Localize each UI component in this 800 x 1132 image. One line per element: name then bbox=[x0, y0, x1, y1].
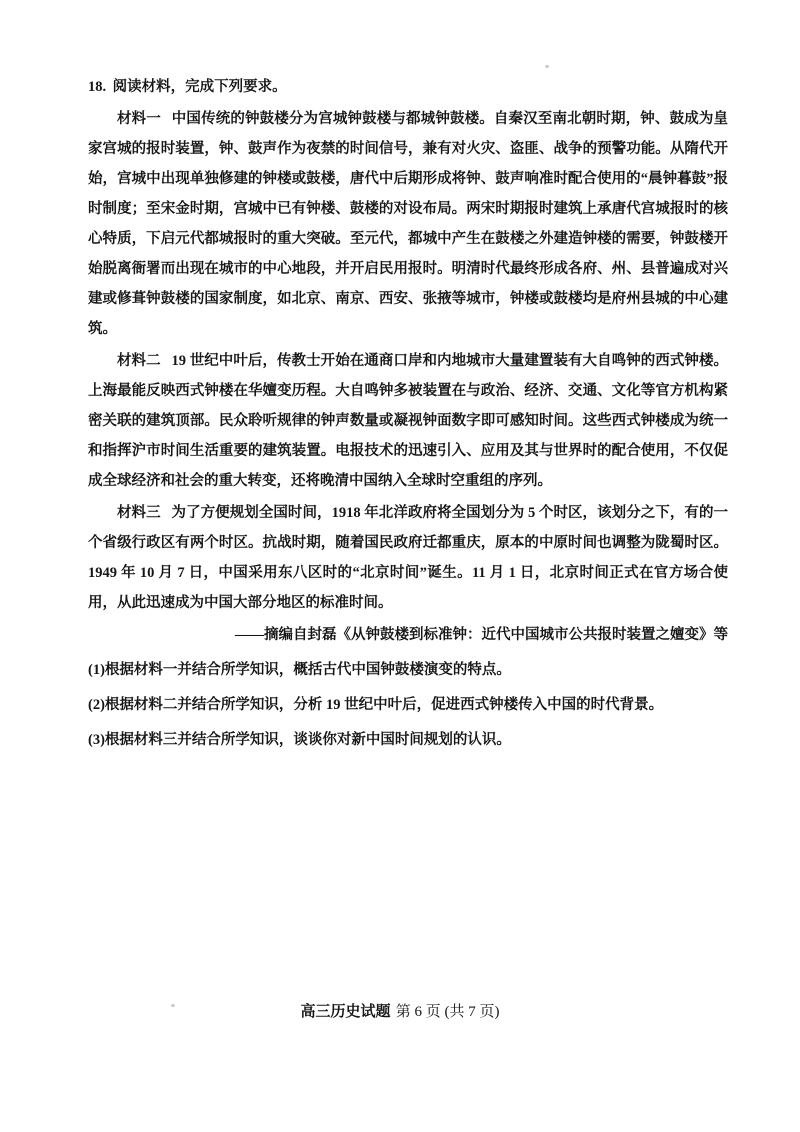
question-block bbox=[88, 72, 728, 755]
subquestion-3 bbox=[88, 725, 728, 755]
material-three-label: 材料三 bbox=[117, 505, 161, 521]
subquestion-2-text: 根据材料二并结合所学知识，分析 19 世纪中叶后，促进西式钟楼传入中国的时代背景。 bbox=[104, 697, 664, 713]
subquestion-1-text: 根据材料一并结合所学知识，概括古代中国钟鼓楼演变的特点。 bbox=[104, 662, 511, 678]
scan-artifact-dot bbox=[545, 65, 549, 68]
material-two-paragraph bbox=[88, 346, 728, 496]
material-source-citation: ——摘编自封磊《从钟鼓楼到标准钟：近代中国城市公共报时装置之嬗变》等 bbox=[235, 627, 728, 643]
material-two-text: 19 世纪中叶后，传教士开始在通商口岸和内地城市大量建置装有大自鸣钟的西式钟楼。上海最能反映西式钟楼在华嬗变历程。大自鸣钟多被装置在与政治、经济、交通、文化等官方机构紧密关联的建筑顶部。民众聆听规律的钟声数量或凝视钟面数字即可感知时间。这些西式钟楼成为统一和指挥沪市时间生活重要的建筑装置。电报技术的迅速引入、应用及其与世界时的配合使用，不仅促成全球经济和社会的重大转变，还将晚清中国纳入全球时空重组的序列。 bbox=[88, 353, 729, 489]
material-one-text: 中国传统的钟鼓楼分为宫城钟鼓楼与都城钟鼓楼。自秦汉至南北朝时期，钟、鼓成为皇家宫城的报时装置，钟、鼓声作为夜禁的时间信号，兼有对火灾、盗匪、战争的预警功能。从隋代开始，宫城中出现单独修建的钟楼或鼓楼，唐代中后期形成将钟、鼓声响准时配合使用的“晨钟暮鼓”报时制度；至宋金时期，宫城中已有钟楼、鼓楼的对设布局。两宋时期报时建筑上承唐代宫城报时的核心特质，下启元代都城报时的重大突破。至元代，都城中产生在鼓楼之外建造钟楼的需要，钟鼓楼开始脱离衙署而出现在城市的中心地段，并开启民用报时。明清时代最终形成各府、州、县普遍成对兴建或修葺钟鼓楼的国家制度，如北京、南京、西安、张掖等城市，钟楼或鼓楼均是府州县城的中心建筑。 bbox=[88, 111, 728, 337]
page-footer bbox=[0, 1000, 800, 1024]
subquestion-3-text: 根据材料三并结合所学知识，谈谈你对新中国时间规划的认识。 bbox=[104, 732, 511, 748]
subquestion-1-number: (1) bbox=[88, 662, 105, 678]
material-two-label: 材料二 bbox=[117, 353, 161, 369]
subquestion-1 bbox=[88, 655, 728, 685]
subquestion-2-number: (2) bbox=[88, 697, 105, 713]
footer-page-number: 第 6 页 (共 7 页) bbox=[395, 1004, 500, 1020]
question-header bbox=[88, 72, 728, 102]
material-three-text: 为了方便规划全国时间，1918 年北洋政府将全国划分为 5 个时区，该划分之下，有的一个省级行政区有两个时区。抗战时期，随着国民政府迁都重庆，原本的中原时间也调整为陇蜀时区。1949 年 10 月 7 日，中国采用东八区时的“北京时间”诞生。11 月 1 日，北京时间正式在官方场合使用，从此迅速成为中国大部分地区的标准时间。 bbox=[88, 505, 729, 611]
material-three-paragraph bbox=[88, 498, 728, 618]
scan-artifact-dot bbox=[171, 1004, 175, 1007]
question-prompt: 阅读材料，完成下列要求。 bbox=[112, 79, 287, 95]
question-number: 18. bbox=[88, 79, 107, 95]
material-one-label: 材料一 bbox=[117, 111, 161, 127]
subquestion-3-number: (3) bbox=[88, 732, 105, 748]
footer-document-title: 高三历史试题 bbox=[300, 1004, 391, 1020]
subquestion-2 bbox=[88, 690, 728, 720]
material-one-paragraph bbox=[88, 104, 728, 344]
